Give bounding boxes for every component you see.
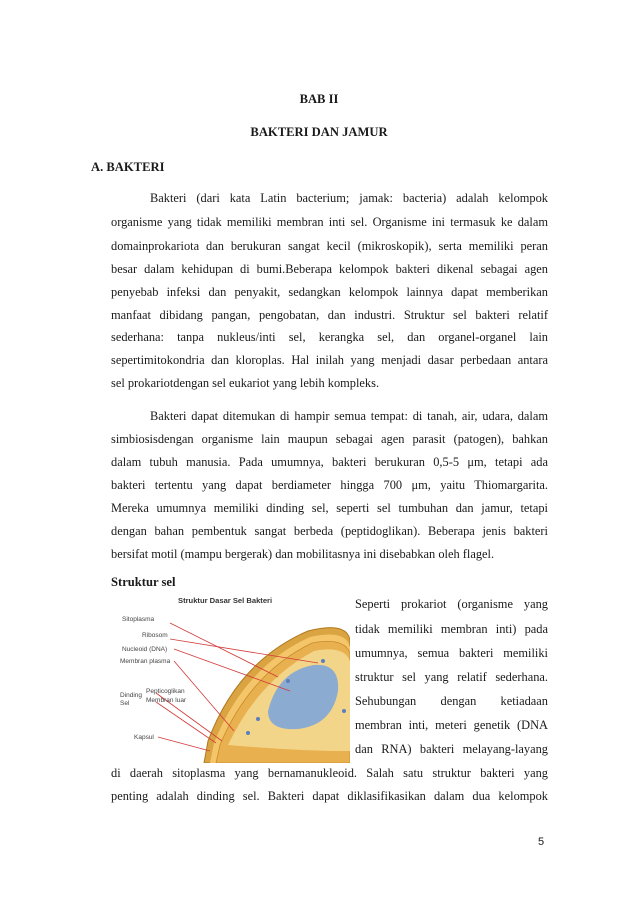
para3-side-line: tidak memiliki membran inti) pada — [355, 622, 548, 636]
subheading-struktur-sel: Struktur sel — [111, 575, 176, 589]
label-kapsul: Kapsul — [134, 734, 154, 741]
label-dinding: Dinding — [120, 692, 143, 699]
para3-line: di daerah sitoplasma yang bernamanukleoid. Salah satu struktur bakteri yang — [111, 766, 548, 780]
para2-line: simbiosisdengan organisme lain maupun sebagai agen parasit (patogen), bahkan — [111, 432, 548, 446]
para1-line: besar dalam kehidupan di bumi.Beberapa kelompok bakteri dikenal sebagai agen — [111, 262, 548, 276]
para1-line: organisme yang tidak memiliki membran inti sel. Organisme ini termasuk ke dalam — [111, 215, 548, 229]
para3-side-line: Seperti prokariot (organisme yang — [355, 597, 548, 611]
para3-side-line: umumnya, semua bakteri memiliki — [355, 646, 548, 660]
chapter-number: BAB II — [299, 92, 339, 106]
para1-line: penyebab infeksi dan penyakit, sedangkan kelompok lainnya dapat memberikan — [111, 285, 548, 299]
ribosome-dot — [256, 717, 260, 721]
para1-line: Bakteri (dari kata Latin bacterium; jamak: bacteria) adalah kelompok — [150, 191, 548, 205]
label-membran-plasma: Membran plasma — [120, 658, 171, 665]
para2-line-last: bersifat motil (mampu bergerak) dan mobilitasnya ini disebabkan oleh flagel. — [111, 547, 495, 561]
section-heading-bakteri: A. BAKTERI — [91, 160, 165, 174]
label-sel: Sel — [120, 700, 130, 707]
para3-side-line: membran inti, meteri genetik (DNA — [355, 718, 548, 732]
label-sitoplasma: Sitoplasma — [122, 616, 155, 623]
para2-line: Bakteri dapat ditemukan di hampir semua tempat: di tanah, air, udara, dalam — [150, 409, 548, 423]
chapter-title: BAKTERI DAN JAMUR — [250, 125, 388, 139]
para3-side-line: dan RNA) bakteri melayang-layang — [355, 742, 548, 756]
figure-title: Struktur Dasar Sel Bakteri — [178, 596, 273, 605]
page-number: 5 — [538, 836, 545, 848]
ribosome-dot — [286, 679, 290, 683]
label-nukleoid: Nucleoid (DNA) — [122, 646, 168, 653]
label-ribosom: Ribosom — [142, 632, 168, 639]
para2-line: Mereka umumnya memiliki dinding sel, seperti sel tumbuhan dan jamur, tetapi — [111, 501, 548, 515]
para1-line: sepertimitokondria dan kloroplas. Hal inilah yang menjadi dasar perbedaan antara — [111, 353, 548, 367]
para3-line: penting adalah dinding sel. Bakteri dapat diklasifikasikan dalam dua kelompok — [111, 789, 548, 803]
ribosome-dot — [246, 731, 250, 735]
para3-side-line: struktur sel yang relatif sederhana. — [355, 670, 548, 684]
ribosome-dot — [321, 659, 325, 663]
para2-line: bakteri tertentu yang dapat berdiameter hingga 700 μm, yaitu Thiomargarita. — [111, 478, 548, 492]
para1-line: manfaat dibidang pangan, pengobatan, dan industri. Struktur sel bakteri relatif — [111, 308, 548, 322]
para1-line: sederhana: tanpa nukleus/inti sel, kerangka sel, dan organel-organel lain — [111, 330, 548, 344]
para2-line: dalam tubuh manusia. Pada umumnya, bakteri berukuran 0,5-5 μm, tetapi ada — [111, 455, 548, 469]
label-membran-luar: Membran luar — [146, 697, 187, 704]
para2-line: dengan bahan pembentuk sangat berbeda (peptidoglikan). Beberapa jenis bakteri — [111, 524, 548, 538]
ribosome-dot — [342, 709, 346, 713]
label-peptidoglikan: Pepticoglikan — [146, 688, 185, 695]
para3-side-line: Sehubungan dengan ketiadaan — [355, 694, 548, 708]
bacteria-cell-diagram — [118, 591, 350, 763]
para1-line: domainprokariota dan berukuran sangat kecil (mikroskopik), serta memiliki peran — [111, 239, 548, 253]
para1-line-last: sel prokariotdengan sel eukariot yang lebih kompleks. — [111, 376, 380, 390]
